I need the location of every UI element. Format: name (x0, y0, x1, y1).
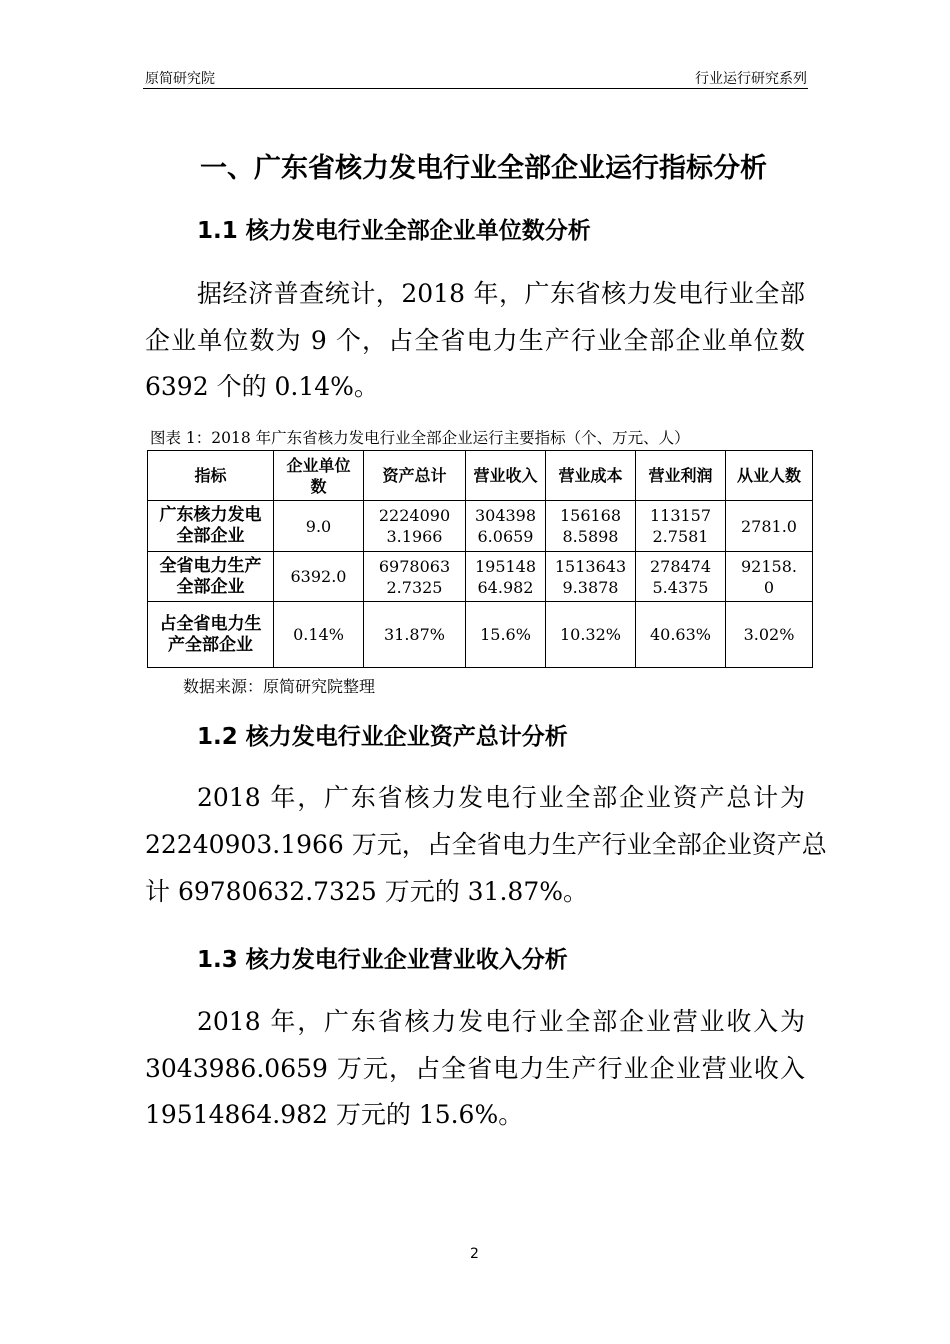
page-number: 2 (470, 1246, 479, 1262)
section-heading-1-2: 1.2 核力发电行业企业资产总计分析 (197, 724, 568, 750)
page-title: 一、广东省核力发电行业全部企业运行指标分析 (200, 153, 767, 184)
table-cell: 31.87% (364, 602, 466, 668)
table-cell: 22240903.1966 (364, 501, 466, 552)
column-header: 从业人数 (726, 451, 813, 501)
indicator-table (147, 450, 813, 668)
column-header: 营业收入 (466, 451, 546, 501)
column-header: 资产总计 (364, 451, 466, 501)
table-cell: 15.6% (466, 602, 546, 668)
table-cell: 3043986.0659 (466, 501, 546, 552)
row-header: 全省电力生产全部企业 (148, 552, 274, 602)
header-right: 行业运行研究系列 (695, 71, 807, 87)
column-header: 营业利润 (636, 451, 726, 501)
table-cell: 2784745.4375 (636, 552, 726, 602)
table-source: 数据来源：原简研究院整理 (183, 677, 376, 696)
header-left: 原简研究院 (145, 71, 215, 87)
column-header: 企业单位数 (274, 451, 364, 501)
table-cell: 9.0 (274, 501, 364, 552)
table-cell: 15136439.3878 (546, 552, 636, 602)
column-header: 指标 (148, 451, 274, 501)
table-cell: 69780632.7325 (364, 552, 466, 602)
table-cell: 2781.0 (726, 501, 813, 552)
table-cell: 10.32% (546, 602, 636, 668)
table-cell: 40.63% (636, 602, 726, 668)
paragraph-line: 2018 年，广东省核力发电行业全部企业营业收入为 (197, 1007, 805, 1036)
table-cell: 92158.0 (726, 552, 813, 602)
paragraph-line: 3043986.0659 万元，占全省电力生产行业企业营业收入 (145, 1054, 805, 1083)
table-header-row (148, 451, 813, 501)
paragraph-line: 计 69780632.7325 万元的 31.87%。 (145, 877, 588, 906)
paragraph-line: 据经济普查统计，2018 年，广东省核力发电行业全部 (197, 279, 805, 308)
table-cell: 6392.0 (274, 552, 364, 602)
table-row (148, 602, 813, 668)
section-heading-1-1: 1.1 核力发电行业全部企业单位数分析 (197, 218, 591, 244)
paragraph-line: 22240903.1966 万元，占全省电力生产行业全部企业资产总 (145, 830, 827, 859)
row-header: 广东核力发电全部企业 (148, 501, 274, 552)
paragraph-line: 6392 个的 0.14%。 (145, 372, 379, 401)
header-divider (143, 88, 808, 89)
paragraph-line: 企业单位数为 9 个，占全省电力生产行业全部企业单位数 (145, 326, 805, 355)
table-caption: 图表 1：2018 年广东省核力发电行业全部企业运行主要指标（个、万元、人） (150, 429, 690, 447)
table-cell: 19514864.982 (466, 552, 546, 602)
table-cell: 1561688.5898 (546, 501, 636, 552)
table-cell: 1131572.7581 (636, 501, 726, 552)
column-header: 营业成本 (546, 451, 636, 501)
paragraph-line: 19514864.982 万元的 15.6%。 (145, 1100, 524, 1129)
table-cell: 3.02% (726, 602, 813, 668)
table-row (148, 501, 813, 552)
paragraph-line: 2018 年，广东省核力发电行业全部企业资产总计为 (197, 783, 805, 812)
row-header: 占全省电力生产全部企业 (148, 602, 274, 668)
table-cell: 0.14% (274, 602, 364, 668)
table-row (148, 552, 813, 602)
section-heading-1-3: 1.3 核力发电行业企业营业收入分析 (197, 947, 568, 973)
